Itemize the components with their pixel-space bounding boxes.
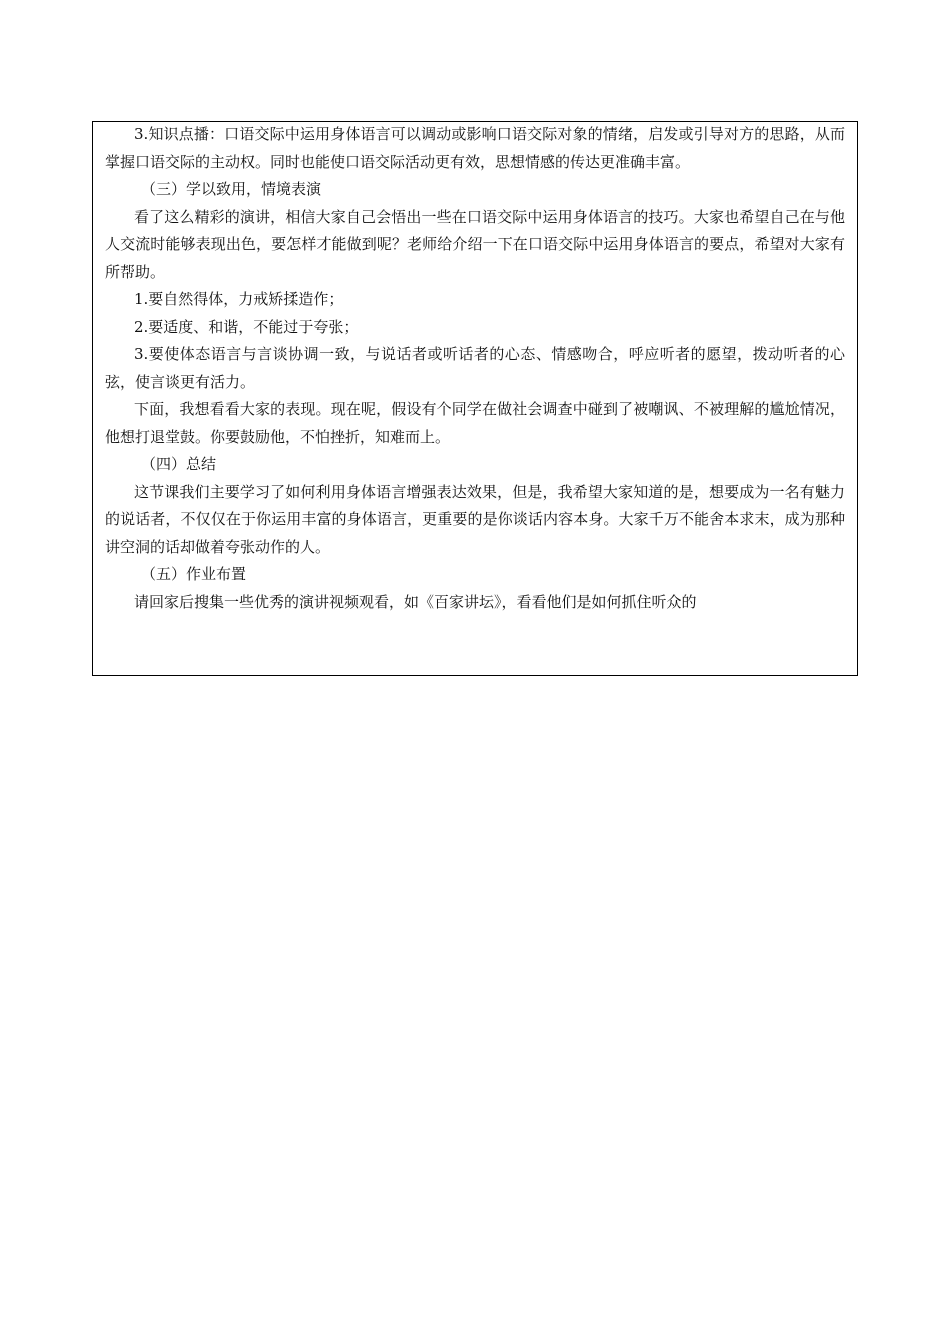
knowledge-point-paragraph: 3.知识点播：口语交际中运用身体语言可以调动或影响口语交际对象的情绪，启发或引导对方的思路，从而掌握口语交际的主动权。同时也能使口语交际活动更有效，思想情感的传达更准确丰富。 — [105, 125, 845, 171]
role-play-scenario: 下面，我想看看大家的表现。现在呢，假设有个同学在做社会调查中碰到了被嘲讽、不被理解的尴尬情况，他想打退堂鼓。你要鼓励他，不怕挫折，知难而上。 — [105, 400, 845, 446]
lesson-plan-table-cell — [92, 121, 858, 676]
section-heading-homework: （五）作业布置 — [141, 565, 247, 583]
body-language-tips-intro: 看了这么精彩的演讲，相信大家自己会悟出一些在口语交际中运用身体语言的技巧。大家也希望自己在与他人交流时能够表现出色，要怎样才能做到呢？老师给介绍一下在口语交际中运用身体语言的要点，希望对大家有所帮助。 — [105, 207, 845, 281]
summary-paragraph: 这节课我们主要学习了如何利用身体语言增强表达效果，但是，我希望大家知道的是，想要成为一名有魅力的说话者，不仅仅在于你运用丰富的身体语言，更重要的是你谈话内容本身。大家千万不能舍本求末，成为那种讲空洞的话却做着夸张动作的人。 — [105, 482, 845, 556]
homework-paragraph: 请回家后搜集一些优秀的演讲视频观看，如《百家讲坛》，看看他们是如何抓住听众的 — [134, 592, 697, 611]
tip-item-3: 3.要使体态语言与言谈协调一致，与说话者或听话者的心态、情感吻合，呼应听者的愿望，拨动听者的心弦，使言谈更有活力。 — [105, 345, 845, 391]
section-heading-summary: （四）总结 — [141, 455, 217, 473]
section-heading-apply: （三）学以致用，情境表演 — [141, 180, 322, 198]
tip-item-1: 1.要自然得体，力戒矫揉造作； — [134, 290, 344, 308]
tip-item-2: 2.要适度、和谐，不能过于夸张； — [134, 317, 359, 336]
